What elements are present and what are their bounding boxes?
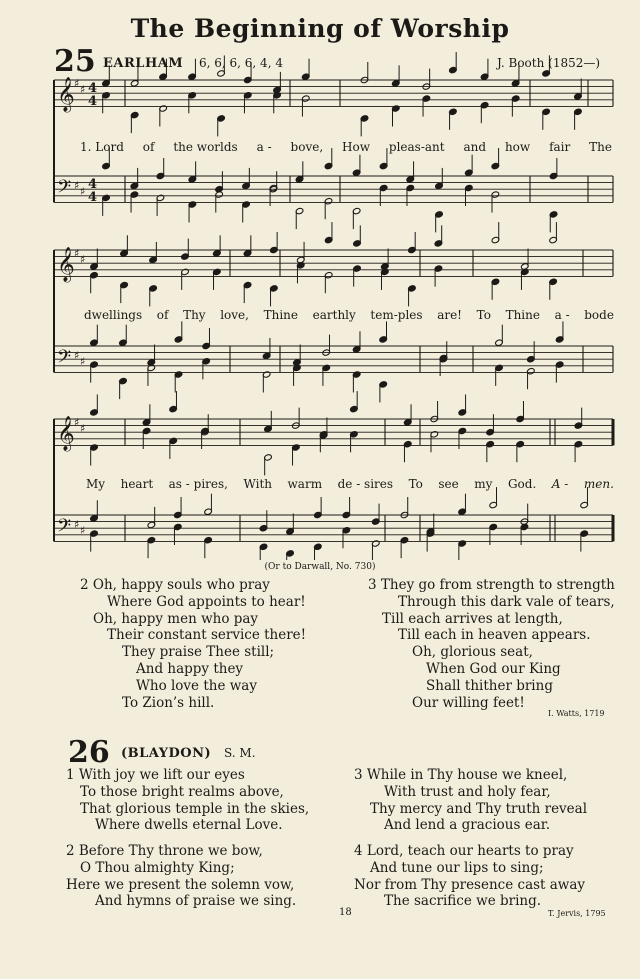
- lyric-syllable: Thine: [263, 308, 298, 322]
- treble-clef-icon: 𝄞: [57, 416, 75, 451]
- time-signature: 4: [88, 94, 98, 109]
- treble-clef-icon: 𝄞: [57, 77, 75, 112]
- lyric-syllable: de - sires: [337, 477, 394, 491]
- lyric-syllable: pleas-ant: [388, 140, 445, 154]
- hymn-25-verse-2: [80, 577, 306, 711]
- verse-line: That glorious temple in the skies,: [80, 800, 310, 817]
- verse-line: With trust and holy fear,: [384, 783, 551, 800]
- sharp-icon: ♯: [74, 349, 80, 362]
- page-header: The Beginning of Worship: [130, 14, 510, 43]
- hymn-25-lyric-line-3: [86, 477, 614, 491]
- lyric-syllable: earthly: [312, 308, 356, 322]
- lyric-syllable: dwellings: [84, 308, 143, 322]
- lyric-syllable: the worlds: [173, 140, 238, 154]
- sharp-icon: ♯: [80, 422, 86, 435]
- verse-line: To those bright realms above,: [80, 783, 284, 800]
- verse-line: And tune our lips to sing;: [370, 859, 544, 876]
- lyric-syllable: The: [589, 140, 612, 154]
- sharp-icon: ♯: [74, 518, 80, 531]
- lyric-syllable: A -: [551, 477, 569, 491]
- lyric-syllable: heart: [120, 477, 154, 491]
- sharp-icon: ♯: [74, 247, 80, 260]
- lyric-syllable: see: [438, 477, 459, 491]
- hymn-25-lyric-line-1: [80, 140, 612, 154]
- lyric-syllable: warm: [287, 477, 323, 491]
- lyric-syllable: bove,: [290, 140, 324, 154]
- lyric-syllable: of: [156, 308, 169, 322]
- lyric-syllable: my: [474, 477, 493, 491]
- lyric-syllable: tem-ples: [370, 308, 423, 322]
- verse-line: 2 Oh, happy souls who pray: [80, 577, 270, 593]
- sharp-icon: ♯: [74, 77, 80, 90]
- verse-line: Till each in heaven appears.: [398, 627, 591, 644]
- verse-line: Till each arrives at length,: [382, 610, 563, 627]
- verse-line: Oh, glorious seat,: [412, 644, 533, 661]
- verse-line: 1 With joy we lift our eyes: [66, 767, 245, 783]
- lyric-syllable: Thy: [183, 308, 206, 322]
- verse-line: And hymns of praise we sing.: [95, 893, 297, 910]
- bass-clef-icon: 𝄢: [57, 516, 72, 541]
- lyric-syllable: How: [342, 140, 370, 154]
- lyric-syllable: love,: [220, 308, 249, 322]
- verse-line: 4 Lord, teach our hearts to pray: [354, 843, 574, 859]
- verse-line: To Zion’s hill.: [122, 694, 215, 711]
- verse-line: Nor from Thy presence cast away: [354, 876, 586, 893]
- sharp-icon: ♯: [80, 83, 86, 96]
- lyric-syllable: of: [142, 140, 155, 154]
- verse-line: Our willing feet!: [412, 694, 525, 711]
- hymn-26-verse-2: [66, 843, 296, 910]
- hymn-26-verse-4: [354, 843, 585, 910]
- verse-line: Oh, happy men who pay: [93, 610, 259, 627]
- lyric-syllable: and: [463, 140, 487, 154]
- verse-line: 3 While in Thy house we kneel,: [354, 767, 568, 783]
- verse-line: And lend a gracious ear.: [384, 817, 551, 834]
- lyric-syllable: as - pires,: [168, 477, 228, 491]
- lyric-syllable: With: [243, 477, 273, 491]
- hymn-25-tune: EARLHAM: [103, 56, 184, 71]
- lyric-syllable: Thine: [505, 308, 540, 322]
- hymn-26-meter: S. M.: [224, 746, 256, 760]
- hymn-26-number: 26: [68, 735, 110, 770]
- bass-clef-icon: 𝄢: [57, 347, 72, 372]
- hymn-26-tune: (BLAYDON): [121, 746, 212, 761]
- sharp-icon: ♯: [74, 416, 80, 429]
- hymn-26-verse-3: [354, 767, 587, 834]
- hymn-25-meter: 6, 6, 6, 6, 4, 4: [199, 56, 283, 70]
- verse-line: 2 Before Thy throne we bow,: [66, 843, 263, 859]
- sharp-icon: ♯: [80, 253, 86, 266]
- verse-line: Thy mercy and Thy truth reveal: [370, 800, 588, 817]
- hymn-25-verse-3: [368, 577, 615, 711]
- verse-line: They praise Thee still;: [122, 644, 275, 661]
- verse-line: And happy they: [136, 660, 244, 677]
- time-signature: 4: [88, 190, 98, 205]
- hymn-25-composer: J. Booth (1852—): [497, 56, 601, 70]
- lyric-syllable: are!: [437, 308, 463, 322]
- sharp-icon: ♯: [80, 355, 86, 368]
- sharp-icon: ♯: [80, 524, 86, 537]
- lyric-syllable: bode: [584, 308, 614, 322]
- treble-clef-icon: 𝄞: [57, 247, 75, 282]
- lyric-syllable: God.: [507, 477, 537, 491]
- verse-line: 3 They go from strength to strength: [368, 577, 615, 593]
- verse-line: Their constant service there!: [107, 627, 307, 644]
- lyric-syllable: 1. Lord: [80, 140, 124, 154]
- lyric-syllable: fair: [549, 140, 571, 154]
- verse-line: Here we present the solemn vow,: [66, 876, 295, 893]
- verse-line: Where dwells eternal Love.: [95, 817, 283, 834]
- hymn-25-number: 25: [54, 44, 96, 79]
- lyric-syllable: a -: [256, 140, 272, 154]
- verse-line: Where God appoints to hear!: [107, 593, 306, 610]
- hymn-26-verse-1: [66, 767, 309, 834]
- lyric-syllable: To: [408, 477, 423, 491]
- lyric-syllable: how: [504, 140, 531, 154]
- alt-tune-note: (Or to Darwall, No. 730): [264, 562, 376, 572]
- time-signature: 4: [88, 81, 98, 96]
- lyric-syllable: men.: [583, 477, 614, 491]
- time-signature: 4: [88, 177, 98, 192]
- page-number: 18: [339, 907, 352, 918]
- sharp-icon: ♯: [74, 179, 80, 192]
- verse-line: Who love the way: [136, 677, 257, 694]
- hymn-25-author: I. Watts, 1719: [548, 709, 605, 718]
- hymn-25-lyric-line-2: [84, 308, 614, 322]
- hymn-26-author: T. Jervis, 1795: [548, 909, 606, 918]
- sharp-icon: ♯: [80, 185, 86, 198]
- verse-line: When God our King: [426, 660, 561, 677]
- verse-line: Shall thither bring: [426, 677, 553, 694]
- verse-line: The sacrifice we bring.: [384, 893, 542, 910]
- verse-line: O Thou almighty King;: [80, 859, 235, 876]
- lyric-syllable: a -: [554, 308, 570, 322]
- lyric-syllable: To: [476, 308, 491, 322]
- verse-line: Through this dark vale of tears,: [398, 593, 615, 610]
- bass-clef-icon: 𝄢: [57, 177, 72, 202]
- lyric-syllable: My: [86, 477, 106, 491]
